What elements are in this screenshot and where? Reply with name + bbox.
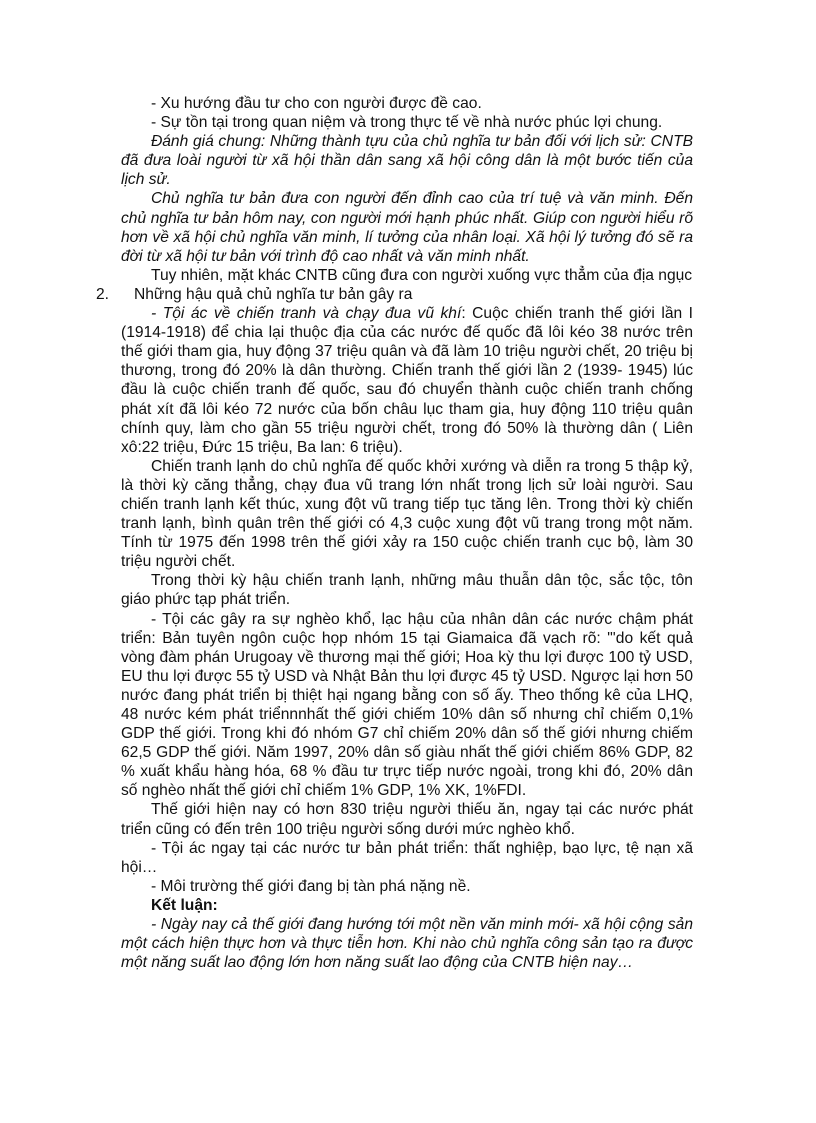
paragraph-however: Tuy nhiên, mặt khác CNTB cũng đưa con người xuống vực thẳm của địa ngục — [151, 266, 693, 284]
paragraph-post-cold-war: Trong thời kỳ hậu chiến tranh lạnh, những mâu thuẫn dân tộc, sắc tộc, tôn giáo phức tạp phát triển. — [121, 572, 693, 609]
document-page — [96, 94, 694, 972]
paragraph-general-assessment: Đánh giá chung: Những thành tựu của chủ nghĩa tư bản đối với lịch sử: CNTB đã đưa loài người từ xã hội thần dân sang xã hội công dân là một bước tiến của lịch sử. — [121, 133, 693, 189]
section-title: Những hậu quả chủ nghĩa tư bản gây ra — [134, 285, 413, 303]
bullet-investment: - Xu hướng đầu tư cho con người được đề cao. — [151, 95, 482, 112]
paragraph-poverty: - Tội các gây ra sự nghèo khổ, lạc hậu của nhân dân các nước chậm phát triển: Bản tuyên ngôn cuộc họp nhóm 15 tại Giamaica đã vạch rõ: "'do kết quả vòng đàm phán Urugoay về thương mại thế giới; Hoa kỳ thu lợi được 100 tỷ USD, EU thu lợi được 55 tỷ USD và Nhật Bản thu lợi được 45 tỷ USD. Ngược lại hơn 50 nước đang phát triển bị thiệt hại ngang bằng con số ấy. Theo thống kê của LHQ, 48 nước kém phát triểnnnhất thế giới chiếm 10% dân số nhưng chỉ chiếm 0,1% GDP thế giới. Trong khi đó nhóm G7 chỉ chiếm 20% dân số thế giới nhưng chiếm 62,5 GDP thế giới. Năm 1997, 20% dân số giàu nhất thế giới chiếm 86% GDP, 82 % xuất khẩu hàng hóa, 68 % đầu tư trực tiếp nước ngoài, trong khi đó, 20% dân số nghèo nhất thế giới chỉ chiếm 1% GDP, 1% XK, 1%FDI. — [121, 610, 693, 800]
section-heading-2 — [96, 285, 693, 304]
paragraph-conclusion: - Ngày nay cả thế giới đang hướng tới một nền văn minh mới- xã hội cộng sản một cách hiện thực hơn và thực tiễn hơn. Khi nào chủ nghĩa công sản tạo ra được một năng suất lao động lớn hơn năng suất lao động của CNTB hiện nay… — [121, 916, 693, 972]
bullet-welfare-state: - Sự tồn tại trong quan niệm và trong thực tế về nhà nước phúc lợi chung. — [151, 114, 663, 132]
bullet-environment: - Môi trường thế giới đang bị tàn phá nặng nề. — [151, 877, 471, 895]
war-crimes-lead: - Tội ác về chiến tranh và chạy đua vũ khí — [151, 305, 462, 323]
paragraph-cold-war: Chiến tranh lạnh do chủ nghĩa đế quốc khởi xướng và diễn ra trong 5 thập kỷ, là thời kỳ căng thẳng, chạy đua vũ trang lớn nhất trong lịch sử loài người. Sau chiến tranh lạnh kết thúc, xung đột vũ trang tiếp tục tăng lên. Trong thời kỳ chiến tranh lạnh, bình quân trên thế giới có 4,3 cuộc xung đột vũ trang trong một năm. Tính từ 1975 đến 1998 trên thế giới xảy ra 150 cuộc chiến tranh cục bộ, làm 30 triệu người chết. — [121, 457, 693, 571]
bullet-domestic-crimes: - Tội ác ngay tại các nước tư bản phát triển: thất nghiệp, bạo lực, tệ nạn xã hội… — [121, 839, 693, 876]
paragraph-capitalism-peak: Chủ nghĩa tư bản đưa con người đến đỉnh cao của trí tuệ và văn minh. Đến chủ nghĩa tư bản hôm nay, con người mới hạnh phúc nhất. Giúp con người hiểu rõ hơn về xã hội chủ nghĩa văn minh, lí tưởng của nhân loại. Xã hội lý tưởng đó sẽ ra đời từ xã hội tư bản với trình độ cao nhất và văn minh nhất. — [121, 190, 693, 265]
paragraph-hunger: Thế giới hiện nay có hơn 830 triệu người thiếu ăn, ngay tại các nước phát triển cũng có đến trên 100 triệu người sống dưới mức nghèo khổ. — [121, 801, 693, 838]
conclusion-heading: Kết luận: — [151, 896, 218, 914]
paragraph-war-crimes — [121, 304, 693, 457]
section-number: 2. — [96, 285, 110, 303]
war-crimes-body: : Cuộc chiến tranh thế giới lần I (1914-1918) để chia lại thuộc địa của các nước đế quốc đã lôi kéo 38 nước trên thế giới tham gia, huy động 37 triệu quân và đã làm 10 triệu người chết, 20 triệu bị thương, trong đó 20% là dân thường. Chiến tranh thế giới lần 2 (1939- 1945) lúc đầu là cuộc chiến tranh đế quốc, sau đó chuyển thành cuộc chiến tranh chống phát xít đã lôi kéo 72 nước của bốn châu lục tham gia, huy động 110 triệu quân chính quy, làm cho gần 55 triệu người chết, trong đó 50% là thường dân ( Liên xô:22 triệu, Đức 15 triệu, Ba lan: 6 triệu). — [121, 305, 694, 456]
